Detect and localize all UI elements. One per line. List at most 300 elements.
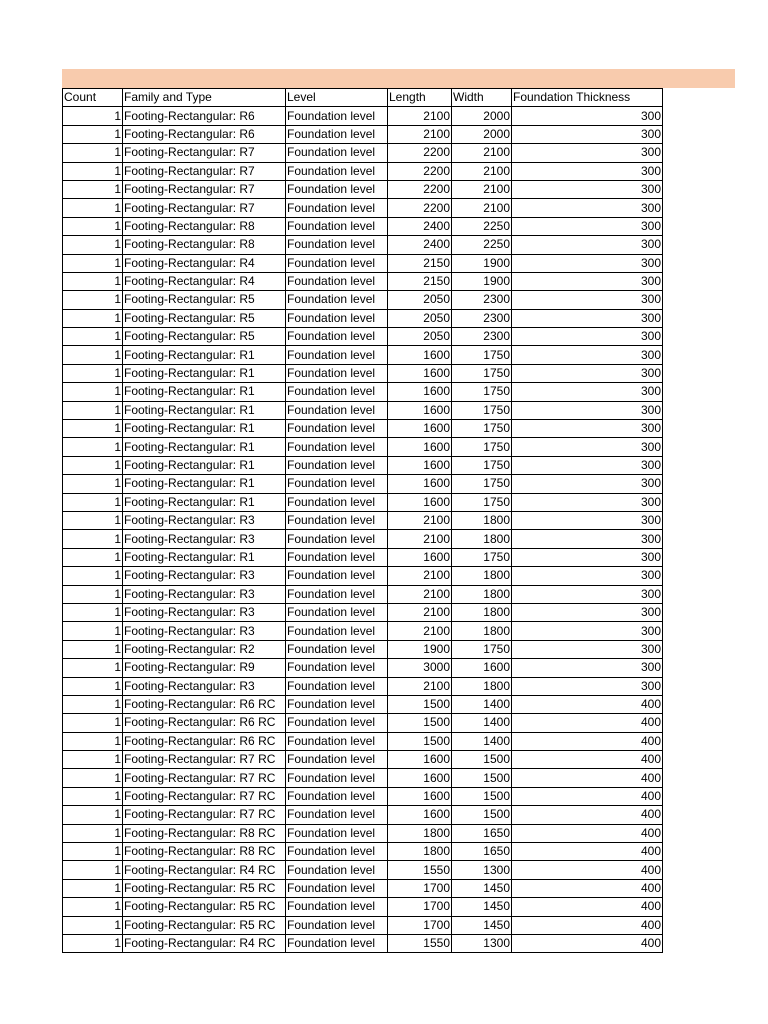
family-type-cell[interactable]: Footing-Rectangular: R1 bbox=[123, 383, 286, 401]
column-header-count[interactable]: Count bbox=[63, 89, 123, 107]
count-cell[interactable]: 1 bbox=[63, 309, 123, 327]
width-cell[interactable]: 1450 bbox=[452, 879, 512, 897]
width-cell[interactable]: 1900 bbox=[452, 272, 512, 290]
count-cell[interactable]: 1 bbox=[63, 291, 123, 309]
thickness-cell[interactable]: 300 bbox=[512, 548, 663, 566]
length-cell[interactable]: 2100 bbox=[388, 530, 452, 548]
thickness-cell[interactable]: 300 bbox=[512, 254, 663, 272]
width-cell[interactable]: 1650 bbox=[452, 843, 512, 861]
level-cell[interactable]: Foundation level bbox=[286, 603, 388, 621]
width-cell[interactable]: 2300 bbox=[452, 328, 512, 346]
family-type-cell[interactable]: Footing-Rectangular: R8 RC bbox=[123, 843, 286, 861]
length-cell[interactable]: 1550 bbox=[388, 934, 452, 952]
level-cell[interactable]: Foundation level bbox=[286, 659, 388, 677]
thickness-cell[interactable]: 300 bbox=[512, 199, 663, 217]
thickness-cell[interactable]: 300 bbox=[512, 438, 663, 456]
level-cell[interactable]: Foundation level bbox=[286, 879, 388, 897]
count-cell[interactable]: 1 bbox=[63, 125, 123, 143]
count-cell[interactable]: 1 bbox=[63, 511, 123, 529]
count-cell[interactable]: 1 bbox=[63, 199, 123, 217]
column-header-level[interactable]: Level bbox=[286, 89, 388, 107]
length-cell[interactable]: 1600 bbox=[388, 438, 452, 456]
table-row bbox=[63, 806, 663, 824]
level-cell[interactable]: Foundation level bbox=[286, 530, 388, 548]
count-cell[interactable]: 1 bbox=[63, 843, 123, 861]
level-cell[interactable]: Foundation level bbox=[286, 824, 388, 842]
width-cell[interactable]: 1800 bbox=[452, 530, 512, 548]
level-cell[interactable]: Foundation level bbox=[286, 769, 388, 787]
count-cell[interactable]: 1 bbox=[63, 567, 123, 585]
level-cell[interactable]: Foundation level bbox=[286, 236, 388, 254]
length-cell[interactable]: 1550 bbox=[388, 861, 452, 879]
table-row bbox=[63, 272, 663, 290]
count-cell[interactable]: 1 bbox=[63, 640, 123, 658]
length-cell[interactable]: 1600 bbox=[388, 548, 452, 566]
thickness-cell[interactable]: 400 bbox=[512, 916, 663, 934]
width-cell[interactable]: 1800 bbox=[452, 603, 512, 621]
thickness-cell[interactable]: 300 bbox=[512, 272, 663, 290]
level-cell[interactable]: Foundation level bbox=[286, 475, 388, 493]
level-cell[interactable]: Foundation level bbox=[286, 180, 388, 198]
length-cell[interactable]: 2050 bbox=[388, 309, 452, 327]
family-type-cell[interactable]: Footing-Rectangular: R8 bbox=[123, 217, 286, 235]
count-cell[interactable]: 1 bbox=[63, 934, 123, 952]
thickness-cell[interactable]: 400 bbox=[512, 934, 663, 952]
level-cell[interactable]: Foundation level bbox=[286, 401, 388, 419]
length-cell[interactable]: 1600 bbox=[388, 383, 452, 401]
width-cell[interactable]: 2300 bbox=[452, 291, 512, 309]
thickness-cell[interactable]: 300 bbox=[512, 493, 663, 511]
thickness-cell[interactable]: 300 bbox=[512, 180, 663, 198]
column-header-foundation-thickness[interactable]: Foundation Thickness bbox=[512, 89, 663, 107]
family-type-cell[interactable]: Footing-Rectangular: R3 bbox=[123, 511, 286, 529]
table-row bbox=[63, 364, 663, 382]
width-cell[interactable]: 1500 bbox=[452, 769, 512, 787]
level-cell[interactable]: Foundation level bbox=[286, 493, 388, 511]
thickness-cell[interactable]: 400 bbox=[512, 824, 663, 842]
length-cell[interactable]: 2100 bbox=[388, 567, 452, 585]
level-cell[interactable]: Foundation level bbox=[286, 640, 388, 658]
family-type-cell[interactable]: Footing-Rectangular: R5 RC bbox=[123, 898, 286, 916]
level-cell[interactable]: Foundation level bbox=[286, 677, 388, 695]
family-type-cell[interactable]: Footing-Rectangular: R7 RC bbox=[123, 806, 286, 824]
length-cell[interactable]: 2200 bbox=[388, 180, 452, 198]
width-cell[interactable]: 1450 bbox=[452, 898, 512, 916]
family-type-cell[interactable]: Footing-Rectangular: R5 RC bbox=[123, 916, 286, 934]
count-cell[interactable]: 1 bbox=[63, 180, 123, 198]
family-type-cell[interactable]: Footing-Rectangular: R6 RC bbox=[123, 695, 286, 713]
family-type-cell[interactable]: Footing-Rectangular: R1 bbox=[123, 548, 286, 566]
table-row bbox=[63, 456, 663, 474]
thickness-cell[interactable]: 300 bbox=[512, 456, 663, 474]
level-cell[interactable]: Foundation level bbox=[286, 567, 388, 585]
width-cell[interactable]: 1300 bbox=[452, 861, 512, 879]
level-cell[interactable]: Foundation level bbox=[286, 346, 388, 364]
family-type-cell[interactable]: Footing-Rectangular: R8 bbox=[123, 236, 286, 254]
column-header-length[interactable]: Length bbox=[388, 89, 452, 107]
family-type-cell[interactable]: Footing-Rectangular: R6 RC bbox=[123, 714, 286, 732]
width-cell[interactable]: 1750 bbox=[452, 493, 512, 511]
table-row bbox=[63, 585, 663, 603]
count-cell[interactable]: 1 bbox=[63, 272, 123, 290]
family-type-cell[interactable]: Footing-Rectangular: R7 RC bbox=[123, 769, 286, 787]
thickness-cell[interactable]: 300 bbox=[512, 475, 663, 493]
length-cell[interactable]: 2400 bbox=[388, 217, 452, 235]
width-cell[interactable]: 2250 bbox=[452, 217, 512, 235]
length-cell[interactable]: 1600 bbox=[388, 475, 452, 493]
count-cell[interactable]: 1 bbox=[63, 254, 123, 272]
width-cell[interactable]: 1800 bbox=[452, 622, 512, 640]
width-cell[interactable]: 1750 bbox=[452, 438, 512, 456]
level-cell[interactable]: Foundation level bbox=[286, 254, 388, 272]
length-cell[interactable]: 2100 bbox=[388, 585, 452, 603]
count-cell[interactable]: 1 bbox=[63, 217, 123, 235]
length-cell[interactable]: 2100 bbox=[388, 677, 452, 695]
thickness-cell[interactable]: 300 bbox=[512, 567, 663, 585]
count-cell[interactable]: 1 bbox=[63, 585, 123, 603]
width-cell[interactable]: 1750 bbox=[452, 364, 512, 382]
level-cell[interactable]: Foundation level bbox=[286, 751, 388, 769]
thickness-cell[interactable]: 300 bbox=[512, 107, 663, 125]
count-cell[interactable]: 1 bbox=[63, 769, 123, 787]
width-cell[interactable]: 1800 bbox=[452, 511, 512, 529]
length-cell[interactable]: 1600 bbox=[388, 401, 452, 419]
family-type-cell[interactable]: Footing-Rectangular: R6 bbox=[123, 107, 286, 125]
column-header-family-and-type[interactable]: Family and Type bbox=[123, 89, 286, 107]
width-cell[interactable]: 2250 bbox=[452, 236, 512, 254]
length-cell[interactable]: 1600 bbox=[388, 420, 452, 438]
family-type-cell[interactable]: Footing-Rectangular: R2 bbox=[123, 640, 286, 658]
family-type-cell[interactable]: Footing-Rectangular: R3 bbox=[123, 622, 286, 640]
width-cell[interactable]: 2300 bbox=[452, 309, 512, 327]
length-cell[interactable]: 2200 bbox=[388, 162, 452, 180]
level-cell[interactable]: Foundation level bbox=[286, 364, 388, 382]
count-cell[interactable]: 1 bbox=[63, 603, 123, 621]
family-type-cell[interactable]: Footing-Rectangular: R7 RC bbox=[123, 787, 286, 805]
family-type-cell[interactable]: Footing-Rectangular: R1 bbox=[123, 438, 286, 456]
level-cell[interactable]: Foundation level bbox=[286, 438, 388, 456]
width-cell[interactable]: 1300 bbox=[452, 934, 512, 952]
count-cell[interactable]: 1 bbox=[63, 898, 123, 916]
family-type-cell[interactable]: Footing-Rectangular: R7 bbox=[123, 144, 286, 162]
family-type-cell[interactable]: Footing-Rectangular: R1 bbox=[123, 493, 286, 511]
thickness-cell[interactable]: 400 bbox=[512, 787, 663, 805]
width-cell[interactable]: 1750 bbox=[452, 548, 512, 566]
family-type-cell[interactable]: Footing-Rectangular: R3 bbox=[123, 567, 286, 585]
width-cell[interactable]: 1750 bbox=[452, 475, 512, 493]
count-cell[interactable]: 1 bbox=[63, 548, 123, 566]
level-cell[interactable]: Foundation level bbox=[286, 107, 388, 125]
length-cell[interactable]: 1600 bbox=[388, 493, 452, 511]
width-cell[interactable]: 1750 bbox=[452, 346, 512, 364]
level-cell[interactable]: Foundation level bbox=[286, 898, 388, 916]
thickness-cell[interactable]: 400 bbox=[512, 843, 663, 861]
thickness-cell[interactable]: 400 bbox=[512, 806, 663, 824]
family-type-cell[interactable]: Footing-Rectangular: R1 bbox=[123, 420, 286, 438]
thickness-cell[interactable]: 300 bbox=[512, 162, 663, 180]
family-type-cell[interactable]: Footing-Rectangular: R6 RC bbox=[123, 732, 286, 750]
length-cell[interactable]: 2100 bbox=[388, 107, 452, 125]
thickness-cell[interactable]: 300 bbox=[512, 659, 663, 677]
table-row bbox=[63, 107, 663, 125]
count-cell[interactable]: 1 bbox=[63, 861, 123, 879]
width-cell[interactable]: 1750 bbox=[452, 401, 512, 419]
level-cell[interactable]: Foundation level bbox=[286, 291, 388, 309]
length-cell[interactable]: 1700 bbox=[388, 898, 452, 916]
width-cell[interactable]: 1750 bbox=[452, 383, 512, 401]
length-cell[interactable]: 1600 bbox=[388, 806, 452, 824]
count-cell[interactable]: 1 bbox=[63, 751, 123, 769]
count-cell[interactable]: 1 bbox=[63, 879, 123, 897]
length-cell[interactable]: 1600 bbox=[388, 751, 452, 769]
family-type-cell[interactable]: Footing-Rectangular: R7 bbox=[123, 199, 286, 217]
length-cell[interactable]: 1600 bbox=[388, 346, 452, 364]
header-band bbox=[62, 69, 735, 88]
level-cell[interactable]: Foundation level bbox=[286, 695, 388, 713]
level-cell[interactable]: Foundation level bbox=[286, 217, 388, 235]
family-type-cell[interactable]: Footing-Rectangular: R1 bbox=[123, 364, 286, 382]
length-cell[interactable]: 2100 bbox=[388, 511, 452, 529]
thickness-cell[interactable]: 300 bbox=[512, 364, 663, 382]
length-cell[interactable]: 3000 bbox=[388, 659, 452, 677]
thickness-cell[interactable]: 300 bbox=[512, 401, 663, 419]
count-cell[interactable]: 1 bbox=[63, 107, 123, 125]
table-row bbox=[63, 640, 663, 658]
width-cell[interactable]: 1500 bbox=[452, 787, 512, 805]
family-type-cell[interactable]: Footing-Rectangular: R8 RC bbox=[123, 824, 286, 842]
thickness-cell[interactable]: 300 bbox=[512, 309, 663, 327]
length-cell[interactable]: 2100 bbox=[388, 603, 452, 621]
thickness-cell[interactable]: 400 bbox=[512, 898, 663, 916]
width-cell[interactable]: 1400 bbox=[452, 732, 512, 750]
family-type-cell[interactable]: Footing-Rectangular: R3 bbox=[123, 530, 286, 548]
level-cell[interactable]: Foundation level bbox=[286, 622, 388, 640]
level-cell[interactable]: Foundation level bbox=[286, 585, 388, 603]
length-cell[interactable]: 2200 bbox=[388, 144, 452, 162]
thickness-cell[interactable]: 300 bbox=[512, 640, 663, 658]
thickness-cell[interactable]: 300 bbox=[512, 125, 663, 143]
family-type-cell[interactable]: Footing-Rectangular: R5 bbox=[123, 328, 286, 346]
level-cell[interactable]: Foundation level bbox=[286, 328, 388, 346]
width-cell[interactable]: 1500 bbox=[452, 751, 512, 769]
thickness-cell[interactable]: 400 bbox=[512, 695, 663, 713]
thickness-cell[interactable]: 300 bbox=[512, 144, 663, 162]
length-cell[interactable]: 2400 bbox=[388, 236, 452, 254]
family-type-cell[interactable]: Footing-Rectangular: R3 bbox=[123, 585, 286, 603]
count-cell[interactable]: 1 bbox=[63, 456, 123, 474]
length-cell[interactable]: 1500 bbox=[388, 695, 452, 713]
family-type-cell[interactable]: Footing-Rectangular: R4 bbox=[123, 272, 286, 290]
level-cell[interactable]: Foundation level bbox=[286, 916, 388, 934]
length-cell[interactable]: 2050 bbox=[388, 291, 452, 309]
count-cell[interactable]: 1 bbox=[63, 916, 123, 934]
count-cell[interactable]: 1 bbox=[63, 475, 123, 493]
footing-schedule-table bbox=[62, 88, 663, 953]
length-cell[interactable]: 2150 bbox=[388, 272, 452, 290]
count-cell[interactable]: 1 bbox=[63, 493, 123, 511]
family-type-cell[interactable]: Footing-Rectangular: R5 bbox=[123, 309, 286, 327]
level-cell[interactable]: Foundation level bbox=[286, 806, 388, 824]
width-cell[interactable]: 2100 bbox=[452, 162, 512, 180]
width-cell[interactable]: 2100 bbox=[452, 144, 512, 162]
column-header-width[interactable]: Width bbox=[452, 89, 512, 107]
table-row bbox=[63, 824, 663, 842]
level-cell[interactable]: Foundation level bbox=[286, 934, 388, 952]
level-cell[interactable]: Foundation level bbox=[286, 309, 388, 327]
count-cell[interactable]: 1 bbox=[63, 622, 123, 640]
count-cell[interactable]: 1 bbox=[63, 530, 123, 548]
count-cell[interactable]: 1 bbox=[63, 383, 123, 401]
level-cell[interactable]: Foundation level bbox=[286, 787, 388, 805]
level-cell[interactable]: Foundation level bbox=[286, 199, 388, 217]
width-cell[interactable]: 1750 bbox=[452, 456, 512, 474]
length-cell[interactable]: 1500 bbox=[388, 714, 452, 732]
level-cell[interactable]: Foundation level bbox=[286, 125, 388, 143]
width-cell[interactable]: 1450 bbox=[452, 916, 512, 934]
length-cell[interactable]: 2200 bbox=[388, 199, 452, 217]
length-cell[interactable]: 1900 bbox=[388, 640, 452, 658]
count-cell[interactable]: 1 bbox=[63, 732, 123, 750]
width-cell[interactable]: 2100 bbox=[452, 180, 512, 198]
length-cell[interactable]: 1600 bbox=[388, 787, 452, 805]
length-cell[interactable]: 2150 bbox=[388, 254, 452, 272]
length-cell[interactable]: 1600 bbox=[388, 769, 452, 787]
level-cell[interactable]: Foundation level bbox=[286, 714, 388, 732]
level-cell[interactable]: Foundation level bbox=[286, 272, 388, 290]
table-row bbox=[63, 934, 663, 952]
thickness-cell[interactable]: 300 bbox=[512, 217, 663, 235]
thickness-cell[interactable]: 300 bbox=[512, 236, 663, 254]
family-type-cell[interactable]: Footing-Rectangular: R4 bbox=[123, 254, 286, 272]
table-row bbox=[63, 162, 663, 180]
family-type-cell[interactable]: Footing-Rectangular: R1 bbox=[123, 346, 286, 364]
count-cell[interactable]: 1 bbox=[63, 236, 123, 254]
level-cell[interactable]: Foundation level bbox=[286, 861, 388, 879]
thickness-cell[interactable]: 300 bbox=[512, 622, 663, 640]
thickness-cell[interactable]: 300 bbox=[512, 530, 663, 548]
count-cell[interactable]: 1 bbox=[63, 328, 123, 346]
count-cell[interactable]: 1 bbox=[63, 346, 123, 364]
thickness-cell[interactable]: 300 bbox=[512, 511, 663, 529]
width-cell[interactable]: 1500 bbox=[452, 806, 512, 824]
width-cell[interactable]: 1800 bbox=[452, 567, 512, 585]
family-type-cell[interactable]: Footing-Rectangular: R5 bbox=[123, 291, 286, 309]
width-cell[interactable]: 2100 bbox=[452, 199, 512, 217]
level-cell[interactable]: Foundation level bbox=[286, 420, 388, 438]
level-cell[interactable]: Foundation level bbox=[286, 383, 388, 401]
count-cell[interactable]: 1 bbox=[63, 824, 123, 842]
level-cell[interactable]: Foundation level bbox=[286, 732, 388, 750]
level-cell[interactable]: Foundation level bbox=[286, 456, 388, 474]
count-cell[interactable]: 1 bbox=[63, 144, 123, 162]
family-type-cell[interactable]: Footing-Rectangular: R7 bbox=[123, 162, 286, 180]
thickness-cell[interactable]: 400 bbox=[512, 861, 663, 879]
family-type-cell[interactable]: Footing-Rectangular: R1 bbox=[123, 456, 286, 474]
table-row bbox=[63, 236, 663, 254]
count-cell[interactable]: 1 bbox=[63, 787, 123, 805]
length-cell[interactable]: 1500 bbox=[388, 732, 452, 750]
thickness-cell[interactable]: 400 bbox=[512, 732, 663, 750]
level-cell[interactable]: Foundation level bbox=[286, 843, 388, 861]
width-cell[interactable]: 1600 bbox=[452, 659, 512, 677]
count-cell[interactable]: 1 bbox=[63, 659, 123, 677]
table-row bbox=[63, 309, 663, 327]
length-cell[interactable]: 1700 bbox=[388, 879, 452, 897]
width-cell[interactable]: 1750 bbox=[452, 640, 512, 658]
thickness-cell[interactable]: 300 bbox=[512, 603, 663, 621]
thickness-cell[interactable]: 300 bbox=[512, 291, 663, 309]
width-cell[interactable]: 1400 bbox=[452, 714, 512, 732]
family-type-cell[interactable]: Footing-Rectangular: R9 bbox=[123, 659, 286, 677]
width-cell[interactable]: 1400 bbox=[452, 695, 512, 713]
family-type-cell[interactable]: Footing-Rectangular: R7 RC bbox=[123, 751, 286, 769]
length-cell[interactable]: 1700 bbox=[388, 916, 452, 934]
length-cell[interactable]: 1800 bbox=[388, 843, 452, 861]
width-cell[interactable]: 2000 bbox=[452, 107, 512, 125]
family-type-cell[interactable]: Footing-Rectangular: R4 RC bbox=[123, 934, 286, 952]
count-cell[interactable]: 1 bbox=[63, 364, 123, 382]
table-row bbox=[63, 420, 663, 438]
count-cell[interactable]: 1 bbox=[63, 695, 123, 713]
thickness-cell[interactable]: 400 bbox=[512, 879, 663, 897]
family-type-cell[interactable]: Footing-Rectangular: R3 bbox=[123, 603, 286, 621]
thickness-cell[interactable]: 300 bbox=[512, 677, 663, 695]
family-type-cell[interactable]: Footing-Rectangular: R3 bbox=[123, 677, 286, 695]
width-cell[interactable]: 1800 bbox=[452, 677, 512, 695]
count-cell[interactable]: 1 bbox=[63, 438, 123, 456]
level-cell[interactable]: Foundation level bbox=[286, 144, 388, 162]
count-cell[interactable]: 1 bbox=[63, 162, 123, 180]
table-row bbox=[63, 659, 663, 677]
thickness-cell[interactable]: 400 bbox=[512, 769, 663, 787]
thickness-cell[interactable]: 300 bbox=[512, 383, 663, 401]
width-cell[interactable]: 1750 bbox=[452, 420, 512, 438]
thickness-cell[interactable]: 400 bbox=[512, 714, 663, 732]
thickness-cell[interactable]: 300 bbox=[512, 585, 663, 603]
length-cell[interactable]: 2100 bbox=[388, 622, 452, 640]
family-type-cell[interactable]: Footing-Rectangular: R4 RC bbox=[123, 861, 286, 879]
level-cell[interactable]: Foundation level bbox=[286, 511, 388, 529]
count-cell[interactable]: 1 bbox=[63, 677, 123, 695]
family-type-cell[interactable]: Footing-Rectangular: R1 bbox=[123, 475, 286, 493]
length-cell[interactable]: 2050 bbox=[388, 328, 452, 346]
thickness-cell[interactable]: 300 bbox=[512, 346, 663, 364]
length-cell[interactable]: 1800 bbox=[388, 824, 452, 842]
table-row bbox=[63, 475, 663, 493]
length-cell[interactable]: 2100 bbox=[388, 125, 452, 143]
length-cell[interactable]: 1600 bbox=[388, 456, 452, 474]
width-cell[interactable]: 1650 bbox=[452, 824, 512, 842]
family-type-cell[interactable]: Footing-Rectangular: R6 bbox=[123, 125, 286, 143]
level-cell[interactable]: Foundation level bbox=[286, 162, 388, 180]
width-cell[interactable]: 2000 bbox=[452, 125, 512, 143]
count-cell[interactable]: 1 bbox=[63, 401, 123, 419]
count-cell[interactable]: 1 bbox=[63, 420, 123, 438]
thickness-cell[interactable]: 300 bbox=[512, 420, 663, 438]
width-cell[interactable]: 1900 bbox=[452, 254, 512, 272]
table-row bbox=[63, 548, 663, 566]
count-cell[interactable]: 1 bbox=[63, 806, 123, 824]
thickness-cell[interactable]: 300 bbox=[512, 328, 663, 346]
width-cell[interactable]: 1800 bbox=[452, 585, 512, 603]
count-cell[interactable]: 1 bbox=[63, 714, 123, 732]
family-type-cell[interactable]: Footing-Rectangular: R1 bbox=[123, 401, 286, 419]
family-type-cell[interactable]: Footing-Rectangular: R7 bbox=[123, 180, 286, 198]
thickness-cell[interactable]: 400 bbox=[512, 751, 663, 769]
family-type-cell[interactable]: Footing-Rectangular: R5 RC bbox=[123, 879, 286, 897]
length-cell[interactable]: 1600 bbox=[388, 364, 452, 382]
level-cell[interactable]: Foundation level bbox=[286, 548, 388, 566]
